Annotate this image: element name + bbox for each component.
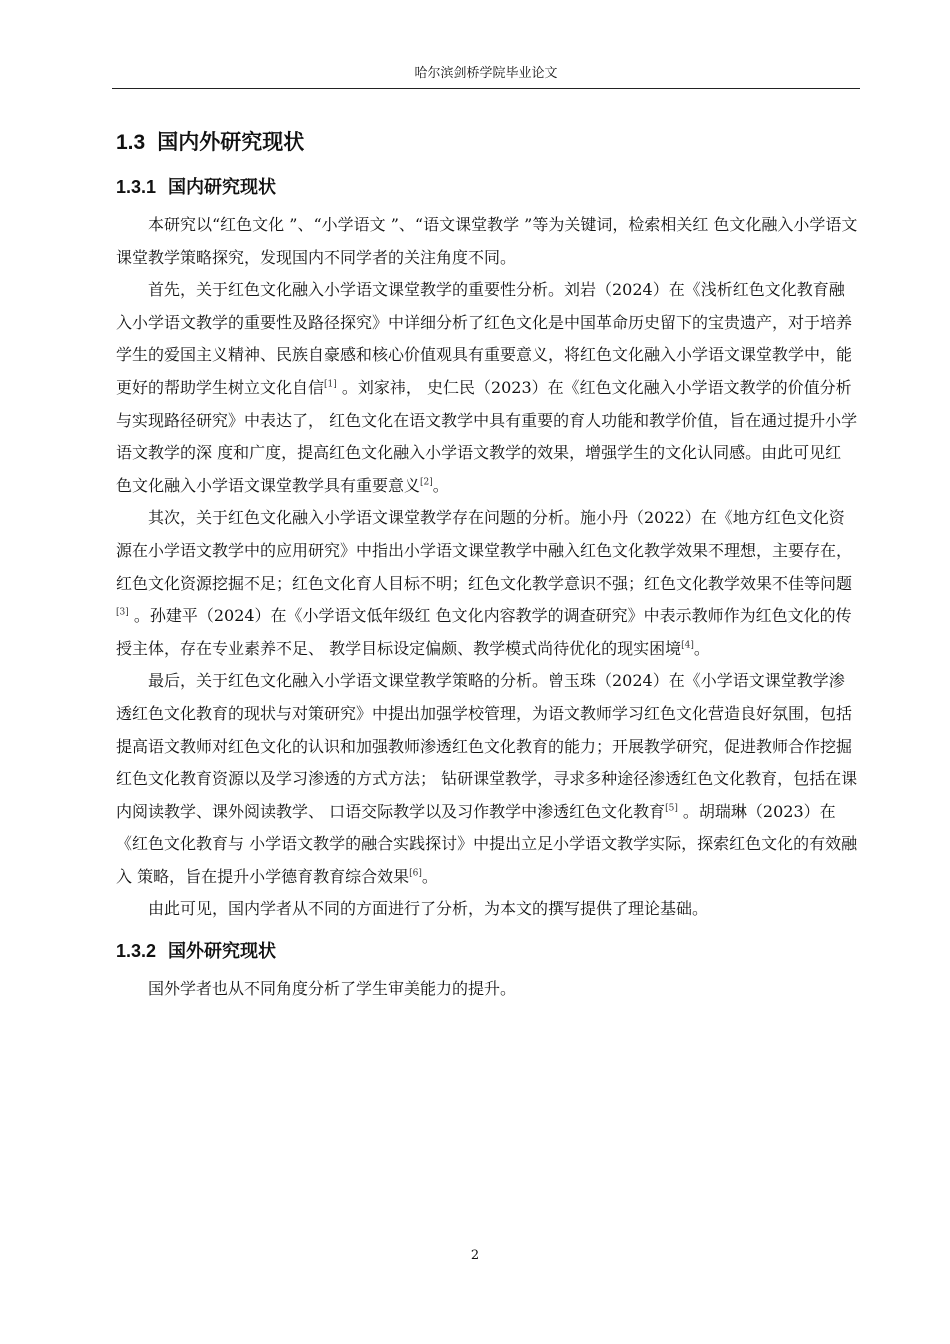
paragraph-summary: 由此可见，国内学者从不同的方面进行了分析，为本文的撰写提供了理论基础。	[148, 899, 709, 919]
citation-3[interactable]: [3]	[116, 607, 129, 618]
paragraph-text: 首先，关于红色文化融入小学语文课堂教学的重要性分析。刘岩（2024）在《浅析红色文化教育融入小学语文教学的重要性及路径探究》中详细分析了红色文化是中国革命历史留下的宝贵遗产，对于培养学生的爱国主义精神、民族自豪感和核心价值观具有重要意义，将红色文化融入小学语文课堂教学中，能更好的帮助学生树立文化自信	[116, 280, 853, 397]
subsection-title: 国外研究现状	[168, 941, 277, 963]
paragraph-text: 。	[421, 866, 438, 886]
section-heading	[116, 122, 860, 162]
citation-2[interactable]: [2]	[420, 477, 433, 488]
subsection-title: 国内研究现状	[168, 177, 277, 198]
paragraph-text: 。	[432, 475, 449, 495]
citation-6[interactable]: [6]	[409, 868, 422, 879]
paragraph-importance	[116, 274, 860, 502]
paragraph-text: 其次，关于红色文化融入小学语文课堂教学存在问题的分析。施小丹（2022）在《地方红色文化资源在小学语文教学中的应用研究》中指出小学语文课堂教学中融入红色文化教学效果不理想，主要存在，红色文化资源挖掘不足；红色文化育人目标不明；红色文化教学意识不强；红色文化教学效果不佳等问题	[116, 508, 853, 593]
citation-4[interactable]: [4]	[681, 640, 694, 651]
subsection-number: 1.3.2	[116, 941, 157, 962]
header-title: 哈尔滨剑桥学院毕业论文	[414, 66, 558, 81]
subsection-number: 1.3.1	[116, 177, 157, 197]
paragraph-text: 。	[693, 638, 710, 658]
section-number: 1.3	[116, 131, 146, 154]
document-body	[116, 120, 860, 1006]
paragraph-text: 最后，关于红色文化融入小学语文课堂教学策略的分析。曾玉珠（2024）在《小学语文课堂教学渗透红色文化教育的现状与对策研究》中提出加强学校管理，为语文教师学习红色文化营造良好氛围，包括提高语文教师对红色文化的认识和加强教师渗透红色文化教育的能力；开展教学研究，促进教师合作挖掘红色文化教育资源以及学习渗透的方式方法； 钻研课堂教学，寻求多种途径渗透红色文化教育，包括在课内阅读教学、课外阅读教学、 口语交际教学以及习作教学中渗透红色文化教育	[116, 671, 858, 821]
page-header	[112, 64, 860, 89]
page-number: 2	[470, 1248, 480, 1263]
subsection-heading-foreign	[116, 932, 860, 970]
subsection-heading-domestic	[116, 168, 860, 206]
paragraph-text: 。刘家祎， 史仁民（2023）在《红色文化融入小学语文教学的价值分析与实现路径研究》中表达了， 红色文化在语文教学中具有重要的育人功能和教学价值，旨在通过提升小学语文教学的深 度和广度，提高红色文化融入小学语文教学的效果，增强学生的文化认同感。由此可见红 色文化融入小学语文课堂教学具有重要意义	[116, 377, 858, 495]
paragraph-intro: 本研究以“红色文化 ”、“小学语文 ”、“语文课堂教学 ”等为关键词，检索相关红 色文化融入小学语文课堂教学策略探究，发现国内不同学者的关注角度不同。	[116, 215, 858, 267]
paragraph-text: 。孙建平（2024）在《小学语文低年级红 色文化内容教学的调查研究》中表示教师作为红色文化的传授主体，存在专业素养不足、 教学目标设定偏颇、教学模式尚待优化的现实困境	[116, 606, 852, 658]
citation-5[interactable]: [5]	[665, 803, 678, 814]
paragraph-problems	[116, 502, 860, 665]
section-title: 国内外研究现状	[157, 130, 305, 154]
paragraph-text: 。胡瑞琳（2023）在《红色文化教育与 小学语文教学的融合实践探讨》中提出立足小学语文教学实际，探索红色文化的有效融入 策略，旨在提升小学德育教育综合效果	[116, 801, 858, 886]
paragraph-strategies	[116, 665, 860, 893]
paragraph-foreign: 国外学者也从不同角度分析了学生审美能力的提升。	[148, 979, 517, 999]
citation-1[interactable]: [1]	[324, 379, 337, 390]
